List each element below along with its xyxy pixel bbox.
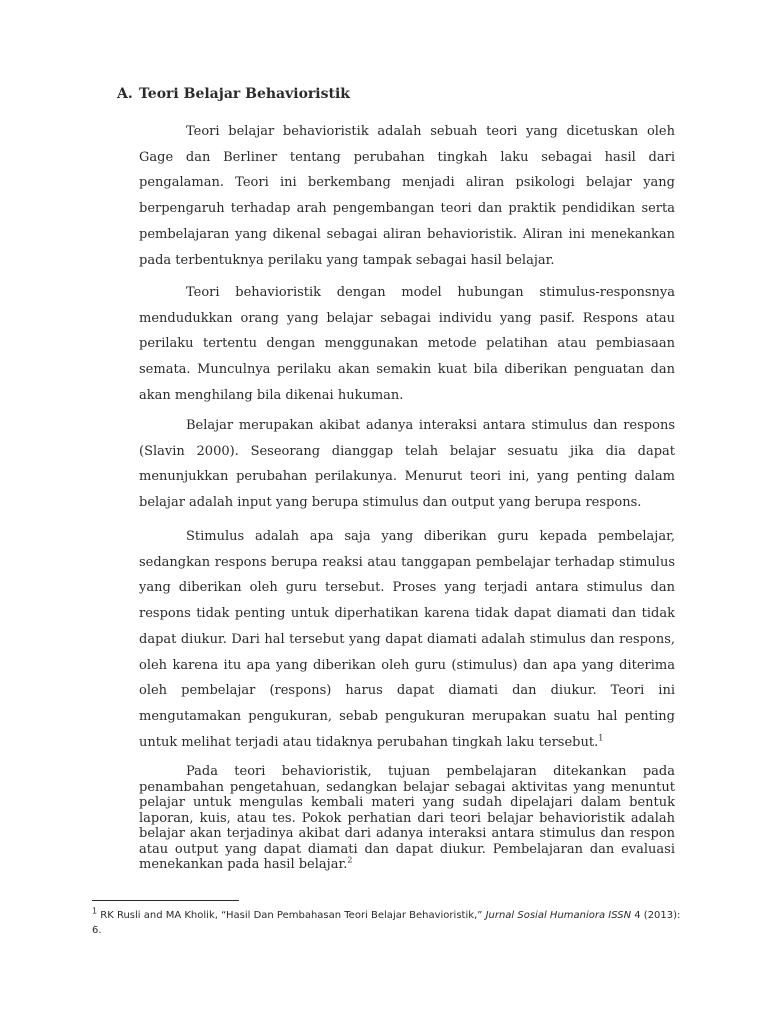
paragraph-text: Pada teori behavioristik, tujuan pembelajaran ditekankan pada penambahan pengetahuan, sedangkan belajar sebagai aktivitas yang menuntut pelajar untuk mengulas kembali materi yang sudah dipelajari dalam bentuk laporan, kuis, atau tes. Pokok perhatian dari teori belajar behavioristik adalah belajar akan terjadinya akibat dari adanya interaksi antara stimulus dan respon atau output yang dapat diamati dan dapat diukur. Pembelajaran dan evaluasi menekankan pada hasil belajar. <box>139 764 675 872</box>
section-heading <box>117 86 350 102</box>
footnote-divider <box>92 900 239 901</box>
paragraph-text: Belajar merupakan akibat adanya interaksi antara stimulus dan respons (Slavin 2000). Seseorang dianggap telah belajar sesuatu jika dia dapat menunjukkan perubahan perilakunya. Menurut teori ini, yang penting dalam belajar adalah input yang berupa stimulus dan output yang berupa respons. <box>139 418 675 511</box>
footnote-reference[interactable]: 2 <box>347 855 353 865</box>
paragraph <box>139 280 675 409</box>
footnote <box>92 908 682 938</box>
paragraph-text: Teori belajar behavioristik adalah sebuah teori yang dicetuskan oleh Gage dan Berliner tentang perubahan tingkah laku sebagai hasil dari pengalaman. Teori ini berkembang menjadi aliran psikologi belajar yang berpengaruh terhadap arah pengembangan teori dan praktik pendidikan serta pembelajaran yang dikenal sebagai aliran behavioristik. Aliran ini menekankan pada terbentuknya perilaku yang tampak sebagai hasil belajar. <box>139 124 675 268</box>
paragraph <box>139 413 675 516</box>
paragraph-text: Teori behavioristik dengan model hubungan stimulus-responsnya mendudukkan orang yang belajar sebagai individu yang pasif. Respons atau perilaku tertentu dengan menggunakan metode pelatihan atau pembiasaan semata. Munculnya perilaku akan semakin kuat bila diberikan penguatan dan akan menghilang bila dikenai hukuman. <box>139 285 675 403</box>
paragraph <box>139 119 675 273</box>
footnote-number: 1 <box>92 906 98 916</box>
section-number: A. <box>117 86 133 102</box>
paragraph <box>139 524 675 755</box>
footnote-text: RK Rusli and MA Kholik, “Hasil Dan Pembahasan Teori Belajar Behavioristik,” <box>97 910 486 921</box>
footnote-journal: Jurnal Sosial Humaniora ISSN <box>485 910 632 921</box>
section-title: Teori Belajar Behavioristik <box>139 86 350 102</box>
paragraph <box>139 764 675 873</box>
footnote-reference[interactable]: 1 <box>598 733 604 743</box>
paragraph-text: Stimulus adalah apa saja yang diberikan guru kepada pembelajar, sedangkan respons berupa reaksi atau tanggapan pembelajar terhadap stimulus yang diberikan oleh guru tersebut. Proses yang terjadi antara stimulus dan respons tidak penting untuk diperhatikan karena tidak dapat diamati dan tidak dapat diukur. Dari hal tersebut yang dapat diamati adalah stimulus dan respons, oleh karena itu apa yang diberikan oleh guru (stimulus) dan apa yang diterima oleh pembelajar (respons) harus dapat diamati dan diukur. Teori ini mengutamakan pengukuran, sebab pengukuran merupakan suatu hal penting untuk melihat terjadi atau tidaknya perubahan tingkah laku tersebut. <box>139 529 675 750</box>
footnote-tail: 4 (2013): 6. <box>92 910 681 936</box>
